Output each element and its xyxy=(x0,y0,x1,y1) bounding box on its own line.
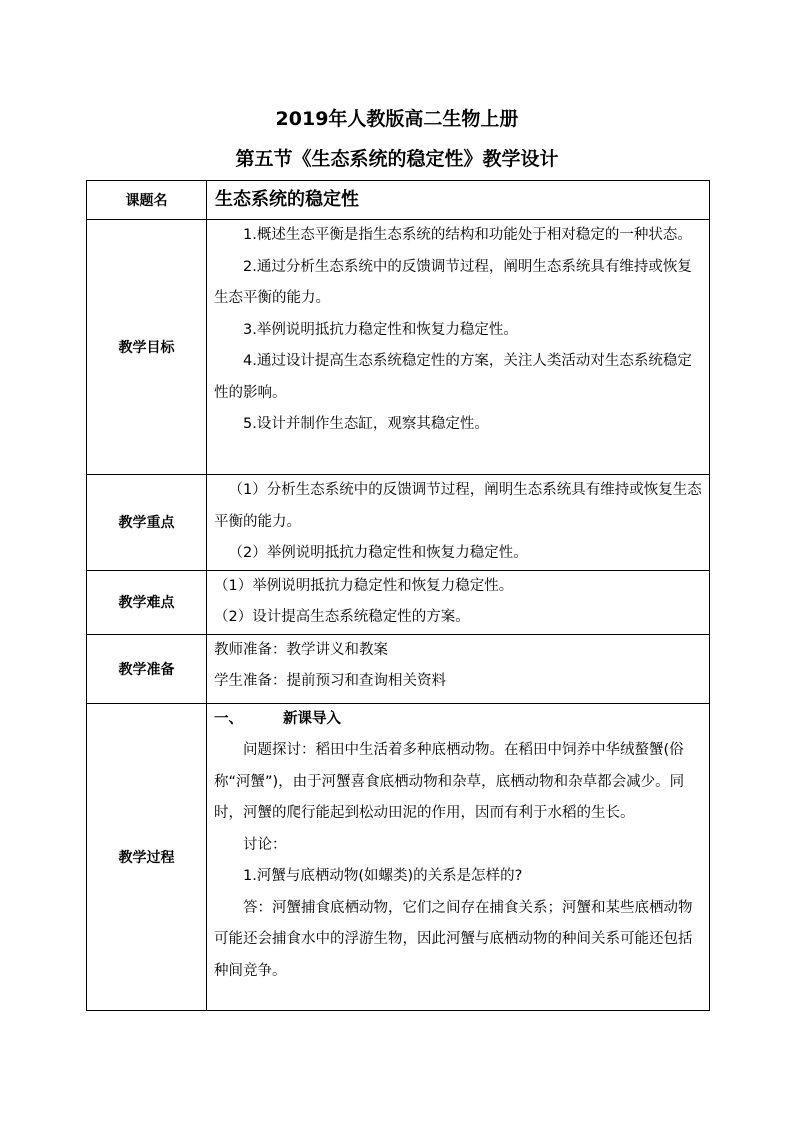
difficulties-label: 教学难点 xyxy=(87,570,207,634)
preparation-content xyxy=(207,634,710,703)
key-points-label: 教学重点 xyxy=(87,475,207,571)
process-paragraph: 答：河蟹捕食底栖动物，它们之间存在捕食关系；河蟹和某些底栖动物可能还会捕食水中的浮游生物，因此河蟹与底栖动物的种间关系可能还包括种间竞争。 xyxy=(214,899,693,979)
difficulty-item: （1）举例说明抵抗力稳定性和恢复力稳定性。 xyxy=(214,577,514,594)
goal-item: 2.通过分析生态系统中的反馈调节过程，阐明生态系统具有维持或恢复生态平衡的能力。 xyxy=(214,258,692,306)
table-row-preparation xyxy=(87,634,710,703)
preparation-label: 教学准备 xyxy=(87,634,207,703)
preparation-item: 学生准备：提前预习和查询相关资料 xyxy=(214,673,446,689)
table-row-difficulties xyxy=(87,570,710,634)
document-title: 2019年人教版高二生物上册 xyxy=(275,108,519,130)
difficulties-content xyxy=(207,570,710,634)
section-number: 一、 xyxy=(214,710,243,727)
key-points-content xyxy=(207,475,710,571)
process-content xyxy=(207,703,710,1010)
table-row-key-points xyxy=(87,475,710,571)
key-point-item: （1）分析生态系统中的反馈调节过程，阐明生态系统具有维持或恢复生态平衡的能力。 xyxy=(214,482,702,530)
topic-value: 生态系统的稳定性 xyxy=(207,181,710,220)
table-row-process xyxy=(87,703,710,1010)
key-point-item: （2）举例说明抵抗力稳定性和恢复力稳定性。 xyxy=(228,545,528,561)
process-section-heading xyxy=(214,704,703,736)
table-row-goals xyxy=(87,220,710,475)
goals-content xyxy=(207,220,710,475)
document-subtitle: 第五节《生态系统的稳定性》教学设计 xyxy=(235,148,559,170)
goal-item: 1.概述生态平衡是指生态系统的结构和功能处于相对稳定的一种状态。 xyxy=(243,227,692,243)
preparation-item: 教师准备：教学讲义和教案 xyxy=(214,641,388,658)
goal-item: 4.通过设计提高生态系统稳定性的方案，关注人类活动对生态系统稳定性的影响。 xyxy=(214,353,692,401)
goals-label: 教学目标 xyxy=(87,220,207,475)
table-row-topic xyxy=(87,181,710,220)
difficulty-item: （2）设计提高生态系统稳定性的方案。 xyxy=(214,609,470,625)
goal-item: 5.设计并制作生态缸，观察其稳定性。 xyxy=(243,416,489,432)
goal-item: 3.举例说明抵抗力稳定性和恢复力稳定性。 xyxy=(243,321,518,338)
process-label: 教学过程 xyxy=(87,703,207,1010)
process-paragraph: 1.河蟹与底栖动物(如螺类)的关系是怎样的? xyxy=(243,868,523,884)
section-title: 新课导入 xyxy=(283,710,341,727)
process-paragraph: 讨论： xyxy=(243,836,287,853)
process-paragraph: 问题探讨：稻田中生活着多种底栖动物。在稻田中饲养中华绒螯蟹(俗称“河蟹”)，由于河蟹喜食底栖动物和杂草，底栖动物和杂草都会减少。同时，河蟹的爬行能起到松动田泥的作用，因而有利于水稻的生长。 xyxy=(214,742,685,821)
topic-label: 课题名 xyxy=(87,181,207,220)
lesson-plan-table xyxy=(86,180,710,1011)
